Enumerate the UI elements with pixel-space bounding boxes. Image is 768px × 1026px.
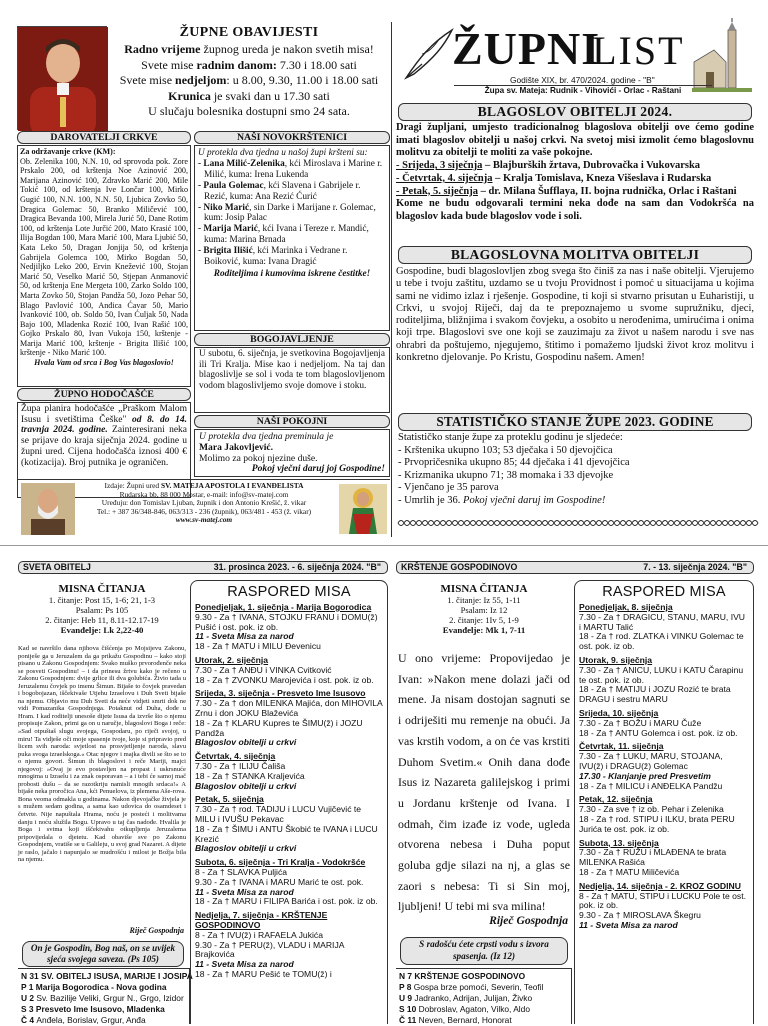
schedule-entry: 18 - Za † ZVONKU Marojevića i ost. pok. iz ob. (195, 674, 374, 685)
mass-schedule-title: RASPORED MISA (227, 584, 351, 600)
parish-announcements (108, 24, 390, 120)
phone-line: Tel.: + 387 36/348-846, 063/313 - 236 (župnik), 063/481 - 453 (ž. vikar) (96, 506, 312, 516)
holy-family-quote: On je Gospodin, Bog naš, on se uvijek sjeća svojega saveza. (Ps 105) (22, 941, 184, 967)
schedule-entry: 7.30 - Za † DRAGICU, STANU, MARU, IVU i MARTU Talić (579, 611, 746, 632)
schedule-day (195, 752, 383, 791)
schedule-entry: 9.30 - Za † IVANA i MARU Marić te ost. pok. (195, 876, 364, 887)
calendar-day: N 7 KRŠTENJE GOSPODINOVO (399, 971, 526, 981)
holy-family-signature: Riječ Gospodnja (129, 926, 184, 935)
schedule-entry: 7.30 - Za † don MILENKA Majića, don MIHOVILA Zrnu i don JOKU Blaževića (195, 698, 383, 718)
schedule-day-heading: Subota, 6. siječnja - Tri Kralja - Vodokršće (195, 857, 366, 868)
schedule-day-heading: Ponedjeljak, 1. siječnja - Marija Bogorodica (195, 602, 372, 612)
office-hours-line: Radno vrijeme župnog ureda je nakon svetih misa! (124, 42, 374, 56)
priest-portrait (17, 26, 107, 130)
statistics-text: Statističko stanje župe za proteklu godinu je sljedeće: - Krštenika ukupno 103; 53 dječaka i 50 djevojčica - Prvopričesnika ukupno 85; 44 dječaka i 41 djevojčica - Krizmanika ukupno 71; 38 momaka i 33 djevojke - Vjenčano je 35 parova - Umrlih je 36. Pokoj vječni daruj im Gospodine! (398, 432, 754, 508)
baptism-lord-readings: MISNA ČITANJA 1. čitanje: Iz 55, 1-11 Psalam: Iz 12 2. čitanje: 1Iv 5, 1-9 Evanđelje: Mk 1, 7-11 (440, 583, 528, 635)
schedule-entry: 7.30 - Za † ILIJU Čališa (195, 760, 286, 771)
sunday-mass-line: Svete mise nedjeljom: u 8.00, 9.30, 11.00 i 18.00 sati (119, 73, 379, 88)
schedule-entry: 18 - Za † MARU i FILIPA Barića i ost. pok. iz ob. (195, 896, 378, 907)
calendar-day: N 31 SV. OBITELJ ISUSA, MARIJE I JOSIPA (21, 971, 193, 981)
schedule-entry: 18 - Za † rod. ZLATKA i VINKU Golemac te ost. pok. iz ob. (579, 631, 744, 652)
stat-line: - Krizmanika ukupno 71; 38 momaka i 33 djevojke (398, 469, 614, 481)
holy-family-gospel: Kad se navršilo dana njihova čišćenja po Mojsijevu Zakonu, poniješe ga u Jeruzalem da ga prikažu Gospodinu – kako stoji pisano u Zakonu Gospodnjem: Svako muško prvorođenče neka se posveti Gospodinu! – i da prinesu žrtvu kako je rečeno u Zakonu Gospodnjem: dvije grlice ili dva golubića. Živio tada u Jeruzalemu čovjek po imenu Šimun. Bijaše to čovjek pravedan i bogobojazan, iščekivaše Utjehu Izraelovu i Duh Sveti bijaše na njemu. Objavio mu Duh Sveti da neće vidjeti smrti dok ne vidi Pomazanika Gospodnjega. Potaknut od Duha, dođe u Hram. I kad roditelji unesoše dijete Isusa da izvrše što o njemu propisuje Zakon, primi ga on u naručje, blagoslovi Boga i reče: »Sad otpuštaš slugu svojega, Gospodaru, po riječi svojoj, u miru! Ta vidješe oči moje spasenje tvoje, koje si pripravio pred licem svih naroda: svjetlost na prosvjetljenje naroda, slavu puka svoga izraelskoga.« Otac njegov i majka divili se što se to o njemu govori. Šimun ih blagoslovi i reče Mariji, majci njegovoj: »Ovaj je evo postavljen na propast i uskrsnuće mnogima u Izraelu i za znak osporavan – a i tebi će samoj mač probosti dušu – da se razotkriju namisli mnogih srdaca!« A bijaše neka proročica Ana, kći Penuelova, iz plemena Aše-rova. Bona veoma odmakla u godinama. Nakon djevojačke živjela je s mužem sedam godina, a sama kao udovica do osamdeset i četvrte. Nije napuštala Hrama, noću je posteći i molitvama danju i noću služila Bogu. Upravo u taj čas nadođe. Hvalila je Boga i svima koji iščekivahu otkupljenja Jeruzalema pripovijedala o djetetu. Kad obaviše sve po Zakonu Gospodnjem, vratiše se u Galileju, u svoj grad Nazaret. A dijete je raslo, jačalo i napunjalo se mudrošću i milost je Božja bila na njemu. (18, 645, 186, 864)
baptized-closing: Roditeljima i kumovima iskrene čestitke! (213, 268, 371, 279)
schedule-entry: 18 - Za † STANKA Kraljevića (195, 770, 305, 781)
pilgrimage-box: Župa planira hodočašće „Praškom Malom Isusu i svetištima Češke" od 8. do 14. travnja 2024. godine. Zainteresirani neka se prijave do kraja siječnja 2024. godine u župni ured. Cijena hodočašća iznosi 400 € (kotizacija). Broj putnika je ograničen. (17, 402, 191, 498)
schedule-day (195, 858, 383, 907)
donors-list: Ob. Zelenika 100, N.N. 10, od sprovoda pok. Zore Prskalo 200, od krštenja Noe Azinović 200, Marijana Azinović 100, Zdravko Marić 200, Mile Tokić 100, od krštenja Ive Lončar 100, Mirko Gugić 100, N.N. 100, N.N. 50, Ljubica Zovko 50, Dragica Golemac 50, Branko Miličević 100, Dragica Bevanda 100, Mirela Jurić 50, Dane Rotim 100, od krštenja Lote Jurčić 200, Mato Krasić 100, Ilija Bogdan 100, Mara Marić 100, Mara Ljubić 50, Kata Leko 50, Dragan Jonjija 50, od krštenja Gabrijela Golemca 100, Mirko Bogdan 50, Nedjiljko Leko 200, Ervin Knežević 100, Stojan Marić 50, Veselko Marić 50, Stjepan Anmanović 50, od krštenja Ene Mergeta 100, Zarko Soldo 100, Marta Zovko 50, Stojan Pandža 50, Jozo Pehar 50, Blago Pavlović 100, Anđica Ćavar 50, Mario Ivanković 100, ob. Soldo 50, Ivan Ćuljak 50, Nada Bajo 100, Mladenka Rozić 100, Ivan Rašić 100, Gojko Prskalo 80, Ivan Vukoja 150, krštenje - Marija Marić 100, krštenje - Brigita Ilišić 100, krštenje - Niko Marić 100. (20, 156, 188, 358)
weekday-mass-line: Svete mise radnim danom: 7.30 i 18.00 sati (141, 57, 357, 72)
schedule-entry: 18 - Za † MATIJU i JOZU Rozić te brata DRAGU i sestru MARU (579, 684, 731, 705)
schedule-day-heading: Nedjelja, 14. siječnja - 2. KROZ GODINU (579, 880, 741, 891)
baptism-lord-signature: Riječ Gospodnja (489, 914, 568, 927)
schedule-entry: 8 - Za † SLAVKA Puljića (195, 866, 288, 877)
blessing-day-2: - Četvrtak, 4. siječnja – Kralja Tomislava, Kneza Višeslava i Rudarska (396, 172, 712, 184)
mass-schedule-title: RASPORED MISA (602, 584, 726, 600)
schedule-entry: 18 - Za † ANTU Golemca i ost. pok. iz ob. (579, 727, 738, 738)
apostle-image (21, 483, 75, 535)
schedule-entry: 8 - Za † IVU(ž) i RAFAELA Jukića (195, 929, 323, 940)
schedule-entry: 9.30 - Za † MIROSLAVA Škegru (579, 910, 701, 921)
schedule-entry: 18 - Za † ŠIMU i ANTU Škobić te IVANA i LUCU Krezić (195, 823, 378, 844)
baptized-intro: U protekla dva tjedna u našoj župi kršteni su: (198, 148, 368, 158)
donors-header: DAROVATELJI CRKVE (17, 131, 191, 144)
baptism-lord-quote: S radošću ćete crpsti vodu s izvora spasenja. (Iz 12) (400, 937, 568, 965)
calendar-day: Č 4 Anđela, Borislav, Grgur, Anđa (21, 1015, 146, 1025)
baptized-header: NAŠI NOVOKRŠTENICI (194, 131, 390, 144)
publisher-line: Izdaje: Župni ured SV. MATEJA APOSTOLA I EVANĐELISTA (104, 481, 304, 490)
schedule-day-heading: Utorak, 2. siječnja (195, 654, 269, 665)
website-line[interactable]: www.sv-matej.com (175, 515, 233, 525)
schedule-day (579, 709, 749, 738)
holy-family-readings: MISNA ČITANJA 1. čitanje: Post 15, 1-6; 21, 1-3 Psalam: Ps 105 2. čitanje: Heb 11, 8.11-12.17-19 Evanđelje: Lk 2,22-40 (45, 583, 159, 635)
schedule-entry: 18 - Za † KLARU Kupres te ŠIMU(ž) i JOZU Pandža (195, 717, 363, 738)
deceased-box: U protekla dva tjedna preminula je Mara Jakovljević. Molimo za pokoj njezine duše. Pokoj vječni daruj joj Gospodine! (194, 429, 390, 477)
masthead-title: ŽUPNILIST (452, 23, 685, 74)
calendar-day: S 3 Presveto Ime Isusovo, Mladenka (21, 1004, 165, 1014)
schedule-day-heading: Srijeda, 10. siječnja (579, 707, 659, 718)
schedule-entry: 11 - Sveta Misa za narod (195, 886, 294, 897)
editors-line: Uređuju: don Tomislav Ljuban, župnik i don Antonio Krešić, ž. vikar (101, 498, 307, 508)
schedule-entry: 11 - Sveta Misa za narod (195, 959, 294, 970)
schedule-day-heading: Četvrtak, 4. siječnja (195, 751, 276, 762)
holy-family-calendar (18, 968, 193, 1025)
schedule-day (195, 656, 383, 685)
schedule-entry: 7.30 - Za † RUŽU i MLAĐENA te brata MILENKA Rašića (579, 847, 727, 868)
schedule-entry: 7.30 - Za † ANICU, LUKU i KATU Čarapinu te ost. pok. iz ob. (579, 664, 744, 685)
schedule-entry: 11 - Sveta Misa za narod (195, 631, 294, 642)
stat-line: - Prvopričesnika ukupno 85; 44 dječaka i 41 djevojčica (398, 457, 630, 469)
schedule-entry: 9.30 - Za † PERU(ž), VLADU i MARIJA Brajkovića (195, 939, 344, 960)
calendar-day: U 2 Sv. Bazilije Veliki, Grgur N., Grgo, Izidor (21, 993, 184, 1003)
baptized-list (198, 159, 386, 268)
schedule-day (579, 656, 749, 705)
schedule-day-heading: Subota, 13. siječnja (579, 837, 659, 848)
baptized-box (194, 145, 390, 331)
schedule-entry: 9.30 - Za † IVANA, STOJKU FRANU i DOMU(ž) Pušić i ost. pok. iz ob. (195, 611, 378, 632)
half-divider (0, 545, 768, 546)
baptism-lord-header: KRŠTENJE GOSPODINOVO 7. - 13. siječnja 2024. "B" (396, 561, 754, 574)
calendar-day: P 1 Marija Bogorodica - Nova godina (21, 982, 167, 992)
schedule-day-heading: Petak, 12. siječnja (579, 794, 653, 805)
baptism-lord-gospel: U ono vrijeme: Propovijedao je Ivan: »Nakon mene dolazi jači od mene. Ja nisam dostojan sagnuti se i odriješiti mu remenje na obući. Ja vas krstih vodom, a on će vas krstiti Duhom Svetim.« Onih dana dođe Isus iz Nazareta galilejskog i primi u Jordanu krštenje od Ivana. I odmah, čim izađe iz vode, ugleda otvorena nebesa i Duha poput goluba gdje silazi na nj, a glas se zaori s nebesa: Ti si Sin moj, ljubljeni! U tebi mi sva milina! (398, 651, 570, 914)
masthead (398, 22, 754, 96)
rosary-line: Krunica je svaki dan u 17.30 sati (168, 88, 330, 103)
schedule-day (579, 742, 749, 791)
schedule-day-heading: Srijeda, 3. siječnja - Presveto Ime Isusovo (195, 688, 366, 699)
schedule-day (195, 795, 383, 854)
epiphany-text: U subotu, 6. siječnja, je svetkovina Bogojavljenja ili Tri Kralja. Mise kao i nedjeljom. Na taj dan blagoslivlje se sol i voda te tom blagoslovljenom vodom blagoslivljemo svoje domove i stoku. (199, 349, 385, 391)
schedule-entry: Blagoslov obitelji u crkvi (195, 780, 297, 791)
schedule-entry: 18 - Za † rod. STIPU i ILKU, brata PERU Jurića te ost. pok. iz ob. (579, 813, 735, 834)
prayer-header: BLAGOSLOVNA MOLITVA OBITELJI (398, 246, 752, 264)
schedule-entry: 17.30 - Klanjanje pred Presvetim (579, 770, 711, 781)
impressum (17, 479, 390, 537)
stat-line: - Vjenčano je 35 parova (398, 482, 499, 494)
church-icon (692, 22, 752, 92)
schedule-entry: 18 - Za † MILICU i ANĐELKA Pandžu (579, 780, 723, 791)
schedule-entry: 18 - Za † MATU i MILU Đevenicu (195, 641, 321, 652)
statistics-header: STATISTIČKO STANJE ŽUPE 2023. GODINE (398, 413, 752, 431)
blessing-day-3: - Petak, 5. siječnja – dr. Milana Šufflaya, II. bojna rudnička, Orlac i Raštani (396, 185, 737, 197)
donors-intro: Za održavanje crkve (KM): (20, 147, 116, 156)
schedule-entry: 7.30 - Za sve † iz ob. Pehar i Zelenika (579, 804, 724, 815)
saint-icon (339, 484, 387, 534)
baptized-entry: - Lana Milić-Zelenika, kći Miroslava i Marine r. Milić, kuma: Irena Lukenda (198, 158, 383, 180)
baptized-entry: - Niko Marić, sin Darke i Marijane r. Golemac, kum: Josip Palac (198, 202, 376, 224)
baptized-entry: - Brigita Ilišić, kći Marinka i Vedrane r. Boiković, kuma: Ivana Dragić (198, 246, 348, 268)
calendar-day: Č 11 Neven, Bernard, Honorat (399, 1015, 512, 1025)
pilgrimage-header: ŽUPNO HODOČAŠĆE (17, 388, 191, 401)
schedule-entry: 11 - Sveta Misa za narod (579, 919, 678, 930)
schedule-entry: 18 - Za † MATU Miličevića (579, 866, 680, 877)
holy-family-header: SVETA OBITELJ 31. prosinca 2023. - 6. siječnja 2024. "B" (18, 561, 388, 574)
epiphany-box (194, 347, 390, 413)
donors-box (17, 145, 191, 387)
issue-info: Godište XIX, br. 470/2024. godine - "B" (510, 75, 655, 85)
schedule-day (579, 603, 749, 652)
parish-name-line: Župa sv. Mateja: Rudnik - Vihovići - Orlac - Raštani (454, 85, 712, 95)
schedule-entry: 7.30 - Za † ANĐU i VINKA Cvitković (195, 664, 332, 675)
schedule-day-heading: Četvrtak, 11. siječnja (579, 741, 664, 752)
mass-schedule-2 (574, 580, 754, 1024)
blessing-day-1: - Srijeda, 3 siječnja – Blajburških žrtava, Dubrovačka i Vukovarska (396, 160, 701, 172)
schedule-entry: Blagoslov obitelji u crkvi (195, 737, 297, 748)
donors-closing: Hvala Vam od srca i Bog Vas blagoslovio! (34, 358, 174, 368)
calendar-day: S 10 Dobroslav, Agaton, Vilko, Aldo (399, 1004, 530, 1014)
schedule-day (195, 689, 383, 748)
schedule-entry: 7.30 - Za † BOŽU i MARU Čuže (579, 717, 702, 728)
calendar-day: P 8 Gospa brze pomoći, Severin, Teofil (399, 982, 544, 992)
schedule-day (195, 911, 383, 980)
schedule-entry: 7.30 - Za † rod. TADIJU i LUCU Vujičević te MILU i IVUŠU Pekavac (195, 804, 362, 824)
deceased-header: NAŠI POKOJNI (194, 415, 390, 428)
family-blessing-text: Dragi župljani, umjesto tradicionalnog blagoslova obitelji ove ćemo godine imati blagoslov obitelji u našoj crkvi. Na svetoj misi izmolit ćemo blagoslovnu molitvu za obitelji te moliti za vaše pokojne. - Srijeda, 3 siječnja – Blajburških žrtava, Dubrovačka i Vukovarska - Četvrtak, 4. siječnja – Kralja Tomislava, Kneza Višeslava i Rudarska - Petak, 5. siječnja – dr. Milana Šufflaya, II. bojna rudnička, Orlac i Raštani Kome ne budu odgovarali termini neka dođe na sam dan Vodokršća na blagoslov kada bude blagoslov vode i soli. (396, 122, 754, 222)
schedule-entry: 18 - Za † MARU Pešić te TOMU(ž) i (195, 968, 332, 979)
address-line: Rudarska bb, 88 000 Mostar, e-mail: info@sv-matej.com (119, 489, 289, 499)
schedule-entry: 7.30 - Za † LUKU, MARU, STOJANA, IVU(ž) i DRAGU(ž) Golemac (579, 751, 723, 771)
schedule-entry: Blagoslov obitelji u crkvi (195, 843, 297, 854)
schedule-day (579, 882, 749, 931)
baptized-entry: - Marija Marić, kći Ivana i Tereze r. Mandić, kuma: Marina Brnada (198, 224, 369, 246)
schedule-day-heading: Ponedjeljak, 8. siječnja (579, 602, 673, 612)
column-divider (391, 22, 392, 537)
baptized-entry: - Paula Golemac, kći Slavena i Gabrijele r. Rezić, kuma: Ana Rezić Ćurić (198, 180, 361, 202)
decorative-separator (398, 518, 754, 528)
schedule-entry: 8 - Za † MATU, STIPU i LUCKU Pole te ost. pok. iz ob. (579, 890, 746, 911)
feather-pen-icon (400, 24, 460, 84)
calendar-day: U 9 Jadranko, Adrijan, Julijan, Živko (399, 993, 533, 1003)
schedule-day (579, 839, 749, 878)
schedule-day-heading: Petak, 5. siječnja (195, 794, 264, 805)
epiphany-header: BOGOJAVLJENJE (194, 333, 390, 346)
mass-schedule-1 (190, 580, 388, 1024)
schedule-day (579, 795, 749, 834)
baptism-lord-calendar (396, 968, 572, 1024)
schedule-day-heading: Nedjelja, 7. siječnja - KRŠTENJE GOSPODINOVO (195, 910, 328, 930)
sick-line: U slučaju bolesnika dostupni smo 24 sata. (148, 104, 350, 119)
family-blessing-header: BLAGOSLOV OBITELJI 2024. (398, 103, 752, 121)
stat-line: - Krštenika ukupno 103; 53 dječaka i 50 djevojčica (398, 444, 613, 456)
prayer-text: Gospodine, budi blagoslovljen zbog svega što činiš za nas i naše obitelji. Vjerujemo u tebe i tvoju zaštitu, uzdamo se u tvoju Providnost i pomoć u situacijama u kojima sami ne vidimo izlaz i rješenje. Gospodine, ti koji si stvarno prisutan u Euharistiji, u Crkvi, u svojoj Riječi, daj da te prepoznajemo u svome supružniku, djeci, roditeljima, bližnjima i svakom čovjeku, a osobito u nerođenima, umirućima i onima koji trpe. Blagoslovi sve one koji se zauzimaju za život u našem narodu i sve nas ohrabri da poštujemo, njegujemo, štitimo i pomažemo ljudski život kroz molitvu i konkretno djelovanje. Po Kristu, Gospodinu našem. Amen! (396, 266, 754, 364)
schedule-day-heading: Utorak, 9. siječnja (579, 654, 653, 665)
stat-deaths: - Umrlih je 36. Pokoj vječni daruj im Gospodine! (398, 494, 606, 506)
announcements-title: ŽUPNE OBAVIJESTI (179, 25, 319, 40)
schedule-day (195, 603, 383, 652)
